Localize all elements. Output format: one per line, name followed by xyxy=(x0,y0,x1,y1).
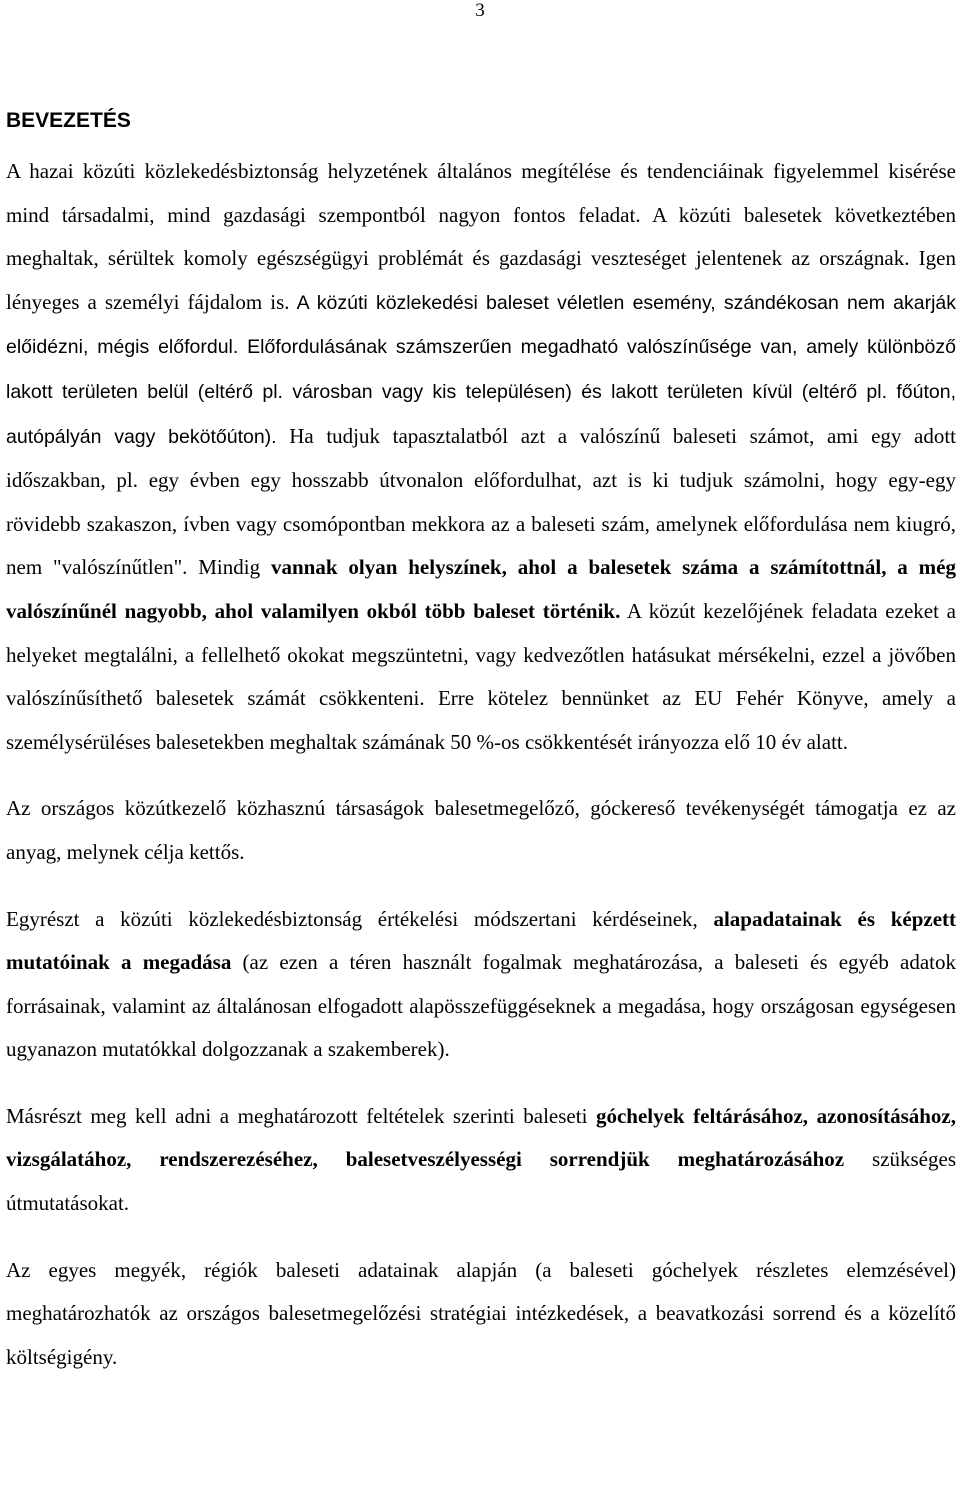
paragraph-second-goal-part-2: szükséges útmutatásokat. xyxy=(6,1147,956,1216)
page-number: 3 xyxy=(475,0,485,21)
paragraph-intro-part-3: Ha tudjuk tapasztalatból azt a valószínű baleseti számot, ami egy adott időszakban, pl. egy évben egy hosszabb útvonalon előfordulhat, azt is ki tudjuk számolni, hogy egy-egy rövidebb szakaszon, ívben vagy csomópontban mekkora az a baleseti szám, amelynek előfordulása nem kiugró, nem "valószínűtlen". Mindig xyxy=(6,423,956,580)
paragraph-intro-part-1: A hazai közúti közlekedésbiztonság helyzetének általános megítélése és tendenciáinak figyelemmel kisérése mind társadalmi, mind gazdasági szempontból nagyon fontos feladat. A közúti balesetek következtében meghaltak, sérültek komoly egészségügyi problémát és gazdasági veszteséget jelentenek az országnak. Igen lényeges a személyi fájdalom is. xyxy=(6,159,956,314)
paragraph-second-goal-part-1: Másrészt meg kell adni a meghatározott feltételek szerinti baleseti xyxy=(6,1103,596,1128)
paragraph-second-goal-bold: góchelyek feltárásához, azonosításához, vizsgálatához, rendszerezéséhez, balesetveszélyességi sorrendjük meghatározásához xyxy=(6,1103,956,1172)
paragraph-first-goal-part-1: Egyrészt a közúti közlekedésbiztonság értékelési módszertani kérdéseinek, xyxy=(6,906,714,931)
document-body xyxy=(6,106,956,1379)
section-heading: BEVEZETÉS xyxy=(6,109,131,132)
paragraph-first-goal-bold: alapadatainak és képzett mutatóinak a megadása xyxy=(6,906,956,975)
paragraph-intro-bold: vannak olyan helyszínek, ahol a balesetek száma a számítottnál, a még valószínűnél nagyobb, ahol valamilyen okból több baleset történik. xyxy=(6,555,956,623)
paragraph-purpose: Az országos közútkezelő közhasznú társaságok balesetmegelőző, góckereső tevékenységét támogatja ez az anyag, melynek célja kettős. xyxy=(6,796,956,864)
paragraph-first-goal-part-2: (az ezen a téren használt fogalmak meghatározása, a baleseti és egyéb adatok forrásainak, valamint az általánosan elfogadott alapösszefüggéseknek a megadása, hogy országosan egységesen ugyanazon mutatókkal dolgozzanak a szakemberek). xyxy=(6,950,956,1062)
paragraph-first-goal xyxy=(6,898,956,1072)
paragraph-intro xyxy=(6,150,956,764)
paragraph-second-goal xyxy=(6,1095,956,1226)
paragraph-regional: Az egyes megyék, régiók baleseti adatainak alapján (a baleseti góchelyek részletes elemzésével) meghatározhatók az országos balesetmegelőzési stratégiai intézkedések, a beavatkozási sorrend és a közelítő költségigény. xyxy=(6,1257,956,1369)
paragraph-intro-part-4: A közút kezelőjének feladata ezeket a helyeket megtalálni, a fellelhető okokat megszüntetni, vagy kedvezőtlen hatásukat mérsékelni, ezzel a jövőben valószínűsíthető balesetek számát csökkenteni. Erre kötelez bennünket az EU Fehér Könyve, amely a személysérüléses balesetekben meghaltak számának 50 %-os csökkentését irányozza elő 10 év alatt. xyxy=(6,598,956,754)
paragraph-intro-part-2: A közúti közlekedési baleset véletlen esemény, szándékosan nem akarják előidézni, mégis előfordul. Előfordulásának számszerűen megadható valószínűsége van, amely különböző lakott területen belül (eltérő pl. városban vagy kis településen) és lakott területen kívül (eltérő pl. főúton, autópályán vagy bekötőúton). xyxy=(6,291,957,448)
